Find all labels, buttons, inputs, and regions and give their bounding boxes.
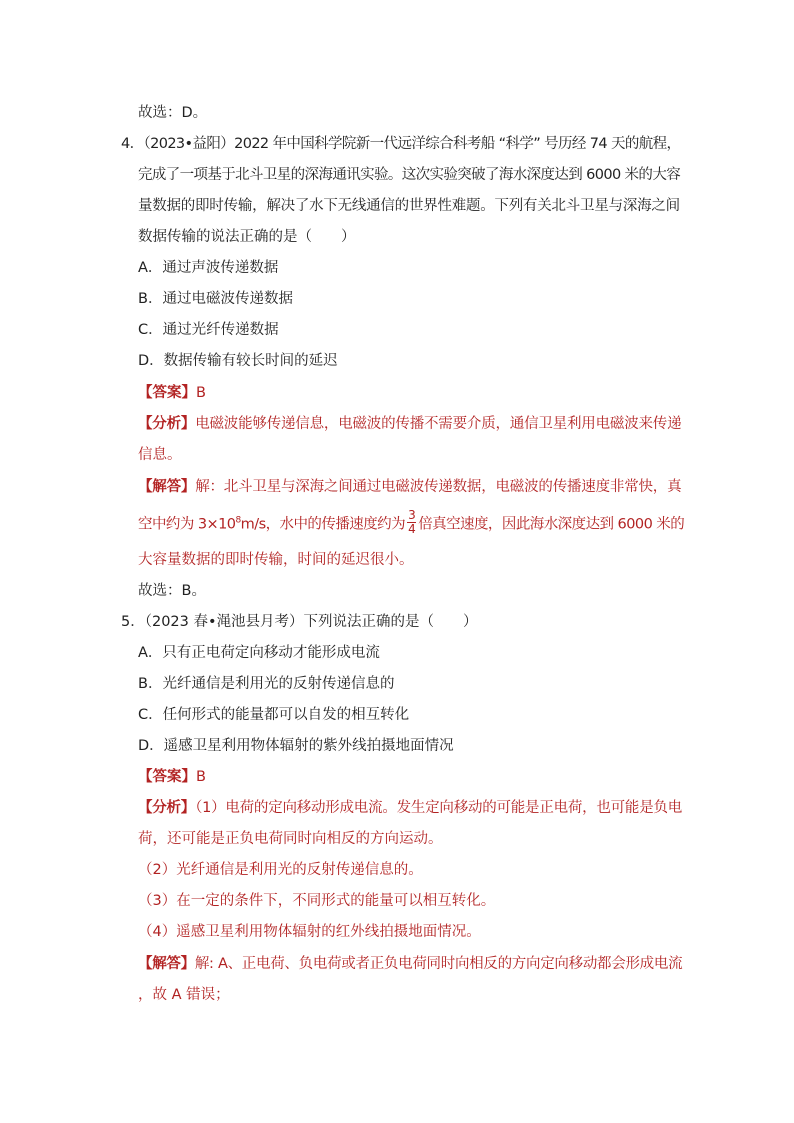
q5-option-a: A．只有正电荷定向移动才能形成电流 xyxy=(138,645,380,661)
prev-answer-choice: 故选：D。 xyxy=(138,105,208,121)
q5-option-b: B．光纤通信是利用光的反射传递信息的 xyxy=(138,676,395,692)
q4-option-b: B．通过电磁波传递数据 xyxy=(138,291,293,307)
q5-analysis-line-1 xyxy=(138,798,682,818)
q5-solution-line-1 xyxy=(138,954,682,974)
q4-analysis-line-2: 信息。 xyxy=(138,447,182,463)
q5-stem: 5．（2023 春•渑池县月考）下列说法正确的是（ ） xyxy=(121,614,478,630)
q4-solution-line-1 xyxy=(138,477,681,497)
q4-stem-line-2: 完成了一项基于北斗卫星的深海通讯实验。这次实验突破了海水深度达到 6000 米的大容 xyxy=(138,167,681,183)
solution-text-part-c: 倍真空速度，因此海水深度达到 6000 米的 xyxy=(418,516,685,533)
q5-analysis-line-3: （2）光纤通信是利用光的反射传递信息的。 xyxy=(138,862,423,878)
q5-analysis-line-2: 荷，还可能是正负电荷同时向相反的方向运动。 xyxy=(138,831,443,847)
answer-tag: 【答案】 xyxy=(138,769,196,785)
q5-option-c: C．任何形式的能量都可以自发的相互转化 xyxy=(138,707,410,723)
solution-text-part-b: m/s，水中的传播速度约为 xyxy=(240,516,406,533)
solution-text-part-a: 空中约为 3×10 xyxy=(138,516,236,533)
q5-answer xyxy=(138,767,206,787)
answer-tag: 【答案】 xyxy=(138,385,196,401)
q4-option-d: D．数据传输有较长时间的延迟 xyxy=(138,353,338,369)
q4-stem-line-1: 4．（2023•益阳）2022 年中国科学院新一代远洋综合科考船 “科学” 号历经 74 天的航程， xyxy=(121,136,681,152)
solution-text: 解：北斗卫星与深海之间通过电磁波传递数据，电磁波的传播速度非常快，真 xyxy=(195,479,682,495)
analysis-text: 电磁波能够传递信息，电磁波的传播不需要介质，通信卫星利用电磁波来传递 xyxy=(195,416,682,432)
q4-choice: 故选：B。 xyxy=(138,583,206,599)
q4-analysis-line-1 xyxy=(138,414,681,434)
fraction-three-quarters xyxy=(407,509,416,536)
exponent: 8 xyxy=(235,515,241,526)
solution-tag: 【解答】 xyxy=(138,956,195,972)
answer-value: B xyxy=(196,769,206,785)
analysis-tag: 【分析】 xyxy=(138,800,196,816)
fraction-numerator: 3 xyxy=(408,508,416,522)
q4-solution-line-3: 大容量数据的即时传输，时间的延迟很小。 xyxy=(138,552,414,568)
fraction-denominator: 4 xyxy=(408,522,416,536)
q5-solution-line-2: ，故 A 错误； xyxy=(138,987,230,1003)
q4-answer xyxy=(138,383,206,403)
q4-option-c: C．通过光纤传递数据 xyxy=(138,322,279,338)
q4-option-a: A．通过声波传递数据 xyxy=(138,260,279,276)
q4-stem-line-3: 量数据的即时传输，解决了水下无线通信的世界性难题。下列有关北斗卫星与深海之间 xyxy=(138,198,680,214)
q5-analysis-line-4: （3）在一定的条件下，不同形式的能量可以相互转化。 xyxy=(138,893,496,909)
q5-option-d: D．遥感卫星利用物体辐射的紫外线拍摄地面情况 xyxy=(138,738,454,754)
analysis-text: （1）电荷的定向移动形成电流。发生定向移动的可能是正电荷，也可能是负电 xyxy=(195,800,683,816)
q4-solution-line-2 xyxy=(138,508,685,538)
analysis-tag: 【分析】 xyxy=(138,416,196,432)
solution-tag: 【解答】 xyxy=(138,479,196,495)
q5-analysis-line-5: （4）遥感卫星利用物体辐射的红外线拍摄地面情况。 xyxy=(138,924,481,940)
solution-text: 解: A、正电荷、负电荷或者正负电荷同时向相反的方向定向移动都会形成电流 xyxy=(194,956,683,972)
q4-stem-line-4: 数据传输的说法正确的是（ ） xyxy=(138,229,356,245)
answer-value: B xyxy=(196,385,206,401)
